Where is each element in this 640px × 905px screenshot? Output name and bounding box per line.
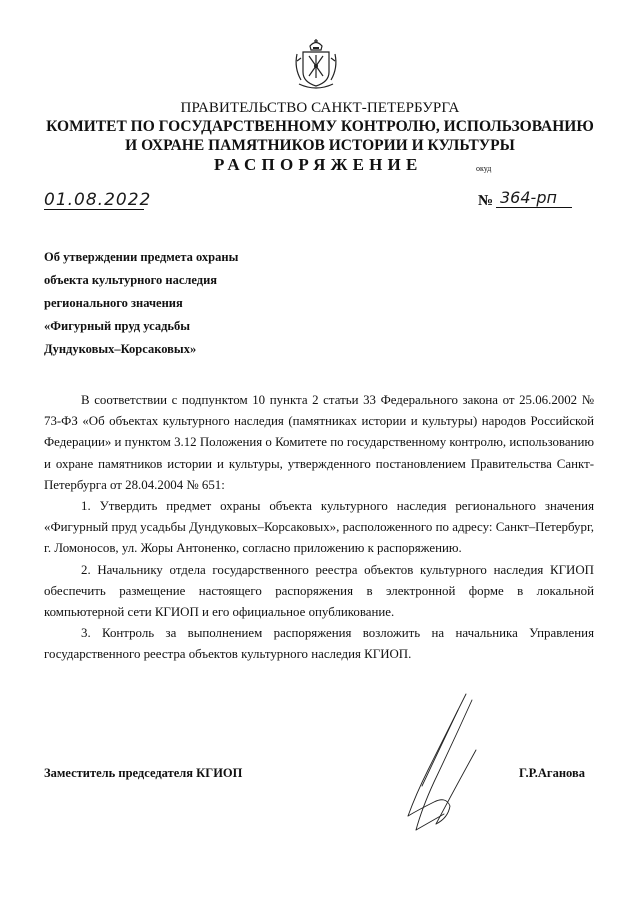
government-title: ПРАВИТЕЛЬСТВО САНКТ-ПЕТЕРБУРГА — [180, 100, 460, 116]
subject-line: Дундуковых–Корсаковых» — [44, 342, 197, 356]
subject-line: Об утверждении предмета охраны — [44, 250, 239, 264]
subject-line: объекта культурного наследия — [44, 273, 218, 287]
committee-title-line-1: КОМИТЕТ ПО ГОСУДАРСТВЕННОМУ КОНТРОЛЮ, ИСПОЛЬЗОВАНИЮ — [46, 118, 594, 135]
okud-label: окуд — [476, 164, 492, 173]
signatory-title: Заместитель председателя КГИОП — [44, 766, 243, 780]
body-paragraph-2: 2. Начальнику отдела государственного реестра объектов культурного наследия КГИОП обеспечить размещение настоящего распоряжения в электронной форме в локальной компьютерной сети КГИОП и его официальное опубликование. — [44, 562, 594, 620]
committee-title-line-2: И ОХРАНЕ ПАМЯТНИКОВ ИСТОРИИ И КУЛЬТУРЫ — [125, 137, 515, 154]
document-number: 364-рп — [496, 188, 572, 208]
signatory-name: Г.Р.Аганова — [519, 766, 585, 780]
handwritten-signature-icon — [388, 690, 498, 840]
number-sign: № — [478, 193, 494, 209]
subject-line: регионального значения — [44, 296, 183, 310]
document-type: РАСПОРЯЖЕНИЕ — [214, 155, 423, 174]
body-paragraph-preamble: В соответствии с подпунктом 10 пункта 2 статьи 33 Федерального закона от 25.06.2002 № 73-ФЗ «Об объектах культурного наследия (памятниках истории и культуры) народов Российской Федерации» и пунктом 3.12 Положения о Комитете по государственному контролю, использованию и охране памятников истории и культуры, утвержденного постановлением Правительства Санкт-Петербурга от 28.04.2004 № 651: — [44, 393, 594, 492]
body-paragraph-3: 3. Контроль за выполнением распоряжения возложить на начальника Управления государственного реестра объектов культурного наследия КГИОП. — [44, 626, 594, 662]
committee-title — [0, 117, 640, 155]
coat-of-arms-icon — [291, 38, 341, 94]
body-paragraph-1: 1. Утвердить предмет охраны объекта культурного наследия регионального значения «Фигурный пруд усадьбы Дундуковых–Корсаковых», расположенного по адресу: Санкт–Петербург, г. Ломоносов, ул. Жоры Антоненко, согласно приложению к распоряжению. — [44, 499, 594, 556]
document-date: 01.08.2022 — [44, 190, 152, 210]
subject-line: «Фигурный пруд усадьбы — [44, 319, 191, 333]
document-subject — [44, 248, 238, 363]
document-body — [44, 390, 594, 666]
